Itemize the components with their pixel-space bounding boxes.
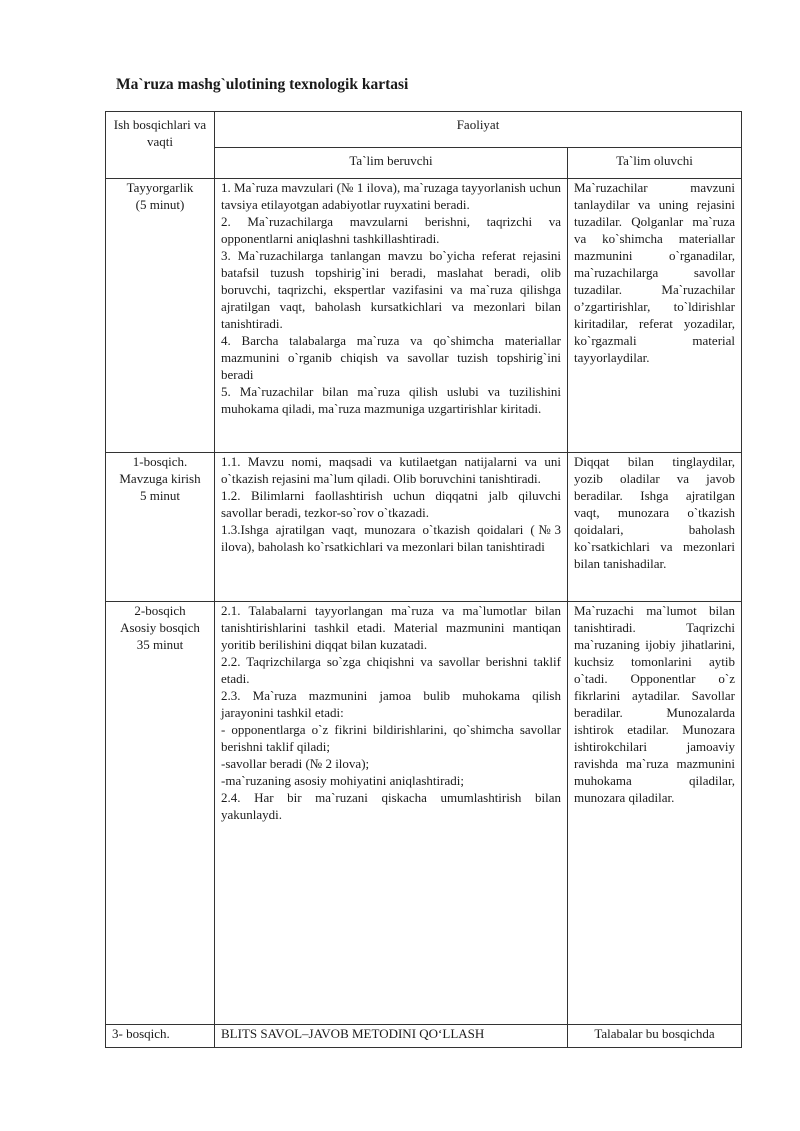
header-student: [568, 148, 742, 179]
stage-label: 2-bosqich Asosiy bosqich 35 minut: [120, 603, 200, 652]
stage-cell: [106, 453, 215, 602]
teacher-item: 2.2. Taqrizchilarga so`zga chiqishni va savollar berishni taklif etadi.: [221, 654, 561, 686]
teacher-item: 5. Ma`ruzachilar bilan ma`ruza qilish uslubi va tuzilishini muhokama qiladi, ma`ruza mazmuniga uzgartirishlar kiritadi.: [221, 384, 561, 416]
student-cell: [568, 1025, 742, 1048]
teacher-item: 2.3. Ma`ruza mazmunini jamoa bulib muhokama qilish jarayonini tashkil etadi:: [221, 688, 561, 720]
table-row: [106, 1025, 742, 1048]
teacher-item: 2.1. Talabalarni tayyorlangan ma`ruza va ma`lumotlar bilan tanishtirishlarini tashkil etadi. Material mazmunini mantiqan yoritib berilishini diqqat bilan kuzatadi.: [221, 603, 561, 652]
header-activity-label: Faoliyat: [456, 117, 500, 132]
student-text: Ma`ruzachilar mavzuni tanlaydilar va uning rejasini tuzadilar. Qolganlar ma`ruza va ko`shimcha materiallar mazmunini o`rganadilar, ma`ruzachilarga savollar tuzadilar. Ma`ruzachilar o’zgartirishlar, to`ldirishlar kiritadilar, referat yozadilar, ko`rgazmali material tayyorlaydilar.: [574, 180, 736, 365]
teacher-item: 1.1. Mavzu nomi, maqsadi va kutilaetgan natijalarni va uni o`tkazish rejasini ma`lum qiladi. Olib boruvchini tanishtiradi.: [221, 454, 561, 486]
student-cell: [568, 453, 742, 602]
teacher-item: 3. Ma`ruzachilarga tanlangan mavzu bo`yicha referat rejasini batafsil tuzush topshirig`ini beradi, maslahat beradi, olib boruvchi, taqrizchi, ekspertlar vazifasini va ma`ruza qilishga ajratilgan vaqt, baholash kursatkichlari va mezonlari bilan tanishtiradi.: [221, 248, 561, 331]
teacher-item: 1.3.Ishga ajratilgan vaqt, munozara o`tkazish qoidalari (№3 ilova), baholash ko`rsatkichlari va mezonlari bilan tanishtiradi: [221, 522, 561, 554]
header-student-label: Ta`lim oluvchi: [616, 153, 693, 168]
header-stage-label: Ish bosqichlari va vaqti: [113, 117, 207, 149]
student-text: Talabalar bu bosqichda: [594, 1026, 715, 1041]
stage-cell: [106, 1025, 215, 1048]
teacher-item: BLITS SAVOL–JAVOB METODINI QO‘LLASH: [221, 1026, 485, 1041]
stage-label: 1-bosqich. Mavzuga kirish 5 minut: [119, 454, 201, 503]
stage-cell: [106, 179, 215, 453]
teacher-cell: [215, 179, 568, 453]
technology-card-table: [105, 111, 742, 1048]
student-cell: [568, 179, 742, 453]
teacher-cell: [215, 1025, 568, 1048]
student-text: Ma`ruzachi ma`lumot bilan tanishtiradi. Taqrizchi ma`ruzaning ijobiy jihatlarini, kuchsiz tomonlarini aytib o`tadi. Opponentlar o`z fikrlarini aytadilar. Savollar beradilar. Munozalarda ishtirok etadilar. Munozara ishtirokchilari jamoaviy ravishda ma`ruza mazmunini muhokama qiladilar, munozara qiladilar.: [574, 603, 736, 805]
header-teacher: [215, 148, 568, 179]
header-stage: [106, 112, 215, 179]
student-cell: [568, 602, 742, 1025]
teacher-item: -savollar beradi (№ 2 ilova);: [221, 756, 370, 771]
header-activity: [215, 112, 742, 148]
teacher-cell: [215, 453, 568, 602]
table-row: [106, 179, 742, 453]
teacher-cell: [215, 602, 568, 1025]
header-teacher-label: Ta`lim beruvchi: [349, 153, 433, 168]
stage-label: 3- bosqich.: [112, 1026, 170, 1041]
stage-cell: [106, 602, 215, 1025]
table-row: [106, 453, 742, 602]
teacher-item: 2.4. Har bir ma`ruzani qiskacha umumlashtirish bilan yakunlaydi.: [221, 790, 561, 822]
student-text: Diqqat bilan tinglaydilar, yozib oladilar va javob beradilar. Ishga ajratilgan vaqt, munozara o`tkazish qoidalari, baholash ko`rsatkichlari va mezonlari bilan tanishadilar.: [574, 454, 736, 571]
teacher-item: -ma`ruzaning asosiy mohiyatini aniqlashtiradi;: [221, 773, 464, 788]
teacher-item: 1.2. Bilimlarni faollashtirish uchun diqqatni jalb qiluvchi savollar beradi, tezkor-so`rov o`tkazadi.: [221, 488, 561, 520]
table-row: [106, 602, 742, 1025]
teacher-item: 2. Ma`ruzachilarga mavzularni berishni, taqrizchi va opponentlarni aniqlashni tashkillashtiradi.: [221, 214, 561, 246]
teacher-item: 1. Ma`ruza mavzulari (№ 1 ilova), ma`ruzaga tayyorlanish uchun tavsiya etilayotgan adabiyotlar ruyxatini beradi.: [221, 180, 561, 212]
teacher-item: 4. Barcha talabalarga ma`ruza va qo`shimcha materiallar mazmunini o`rganib chiqish va savollar tuzish topshirig`ini beradi: [221, 333, 561, 382]
teacher-item: - opponentlarga o`z fikrini bildirishlarini, qo`shimcha savollar berishni taklif qiladi;: [221, 722, 561, 754]
page-title: Ma`ruza mashg`ulotining texnologik kartasi: [116, 76, 409, 93]
stage-label: Tayyorgarlik (5 minut): [126, 180, 194, 212]
